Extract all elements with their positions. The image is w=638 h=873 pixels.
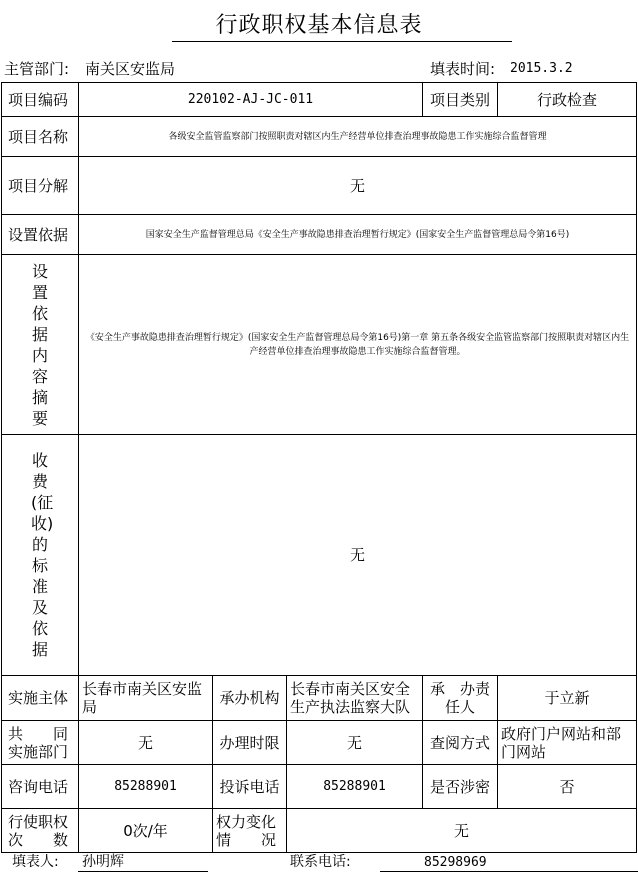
- dept-label: 主管部门:: [4, 60, 70, 78]
- contact-underline: [380, 871, 638, 872]
- basis-label: 设置依据: [2, 215, 79, 255]
- table-row: [2, 215, 637, 255]
- joint-label: 共 同实施部门: [2, 721, 79, 765]
- info-table: [1, 82, 637, 853]
- date-value: 2015.3.2: [510, 61, 573, 76]
- fee-label: 收费(征收)的标准及依据: [2, 435, 79, 676]
- basis-summary-value: 《安全生产事故隐患排查治理暂行规定》(国家安全生产监督管理总局令第16号)第一章 第五条各级安全监管监察部门按照职责对辖区内生产经营单位排查治理事故隐患工作实施综合监督管理。: [79, 255, 637, 435]
- time-limit-value: 无: [287, 721, 423, 765]
- joint-value: 无: [79, 721, 213, 765]
- date-label: 填表时间:: [430, 60, 496, 78]
- count-value: 0次/年: [79, 809, 213, 853]
- project-code-value: 220102-AJ-JC-011: [79, 83, 423, 117]
- responsible-value: 于立新: [498, 676, 637, 721]
- table-row: [2, 721, 637, 765]
- secret-label: 是否涉密: [423, 765, 498, 809]
- contact-label: 联系电话:: [290, 854, 351, 870]
- contact-value: 85298969: [424, 855, 487, 870]
- complaint-label: 投诉电话: [213, 765, 287, 809]
- filler-label: 填表人:: [12, 854, 59, 870]
- project-type-label: 项目类别: [423, 83, 498, 117]
- phone-value: 85288901: [79, 765, 213, 809]
- change-value: 无: [287, 809, 637, 853]
- subject-label: 实施主体: [2, 676, 79, 721]
- project-name-label: 项目名称: [2, 117, 79, 157]
- responsible-label: 承 办责任人: [423, 676, 498, 721]
- basis-summary-label: 设置依据内容摘要: [2, 255, 79, 435]
- lookup-value: 政府门户网站和部门网站: [498, 721, 637, 765]
- complaint-value: 85288901: [287, 765, 423, 809]
- project-breakdown-label: 项目分解: [2, 157, 79, 215]
- time-limit-label: 办理时限: [213, 721, 287, 765]
- title-underline: [172, 41, 512, 42]
- table-row: [2, 765, 637, 809]
- table-row: [2, 435, 637, 676]
- project-code-label: 项目编码: [2, 83, 79, 117]
- project-name-value: 各级安全监管监察部门按照职责对辖区内生产经营单位排查治理事故隐患工作实施综合监督管理: [79, 117, 637, 157]
- change-label: 权力变化情 况: [213, 809, 287, 853]
- table-row: [2, 676, 637, 721]
- dept-value: 南关区安监局: [85, 60, 176, 78]
- phone-label: 咨询电话: [2, 765, 79, 809]
- fee-value: 无: [79, 435, 637, 676]
- project-type-value: 行政检查: [498, 83, 637, 117]
- basis-value: 国家安全生产监督管理总局《安全生产事故隐患排查治理暂行规定》(国家安全生产监督管理总局令第16号): [79, 215, 637, 255]
- project-breakdown-value: 无: [79, 157, 637, 215]
- table-row: [2, 255, 637, 435]
- count-label: 行使职权次 数: [2, 809, 79, 853]
- agency-label: 承办机构: [213, 676, 287, 721]
- agency-value: 长春市南关区安全生产执法监察大队: [287, 676, 423, 721]
- filler-underline: [78, 871, 208, 872]
- filler-value: 孙明辉: [82, 854, 124, 870]
- lookup-label: 查阅方式: [423, 721, 498, 765]
- table-row: [2, 157, 637, 215]
- table-row: [2, 117, 637, 157]
- page-title: 行政职权基本信息表: [215, 13, 423, 38]
- table-row: [2, 809, 637, 853]
- secret-value: 否: [498, 765, 637, 809]
- subject-value: 长春市南关区安监局: [79, 676, 213, 721]
- table-row: [2, 83, 637, 117]
